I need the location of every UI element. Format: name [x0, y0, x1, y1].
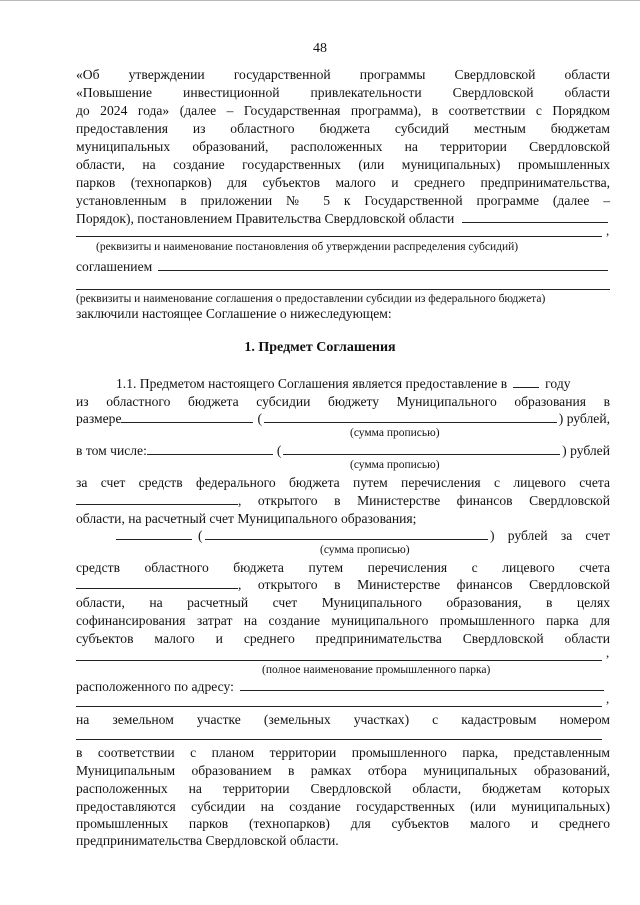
opened-line-2	[76, 576, 610, 593]
amount-label: размере	[76, 411, 122, 426]
para1-line: муниципальных образований, расположенных на территории Свердловской	[76, 139, 610, 154]
top-border	[0, 0, 640, 1]
including-label: в том числе:	[76, 443, 147, 458]
para1-line: до 2024 года» (далее – Государственная программа), в соответствии с Порядком	[76, 103, 610, 118]
p11-line-3	[76, 410, 610, 427]
opened-line	[76, 492, 610, 509]
including-line	[76, 442, 610, 459]
account-blank[interactable]	[76, 492, 238, 505]
address-line	[76, 678, 610, 695]
p11-text: 1.1. Предметом настоящего Соглашения является предоставление в	[116, 376, 508, 391]
opened-text-2: , открытого в Министерстве финансов Свердловской	[238, 577, 610, 592]
p11-line-2: из областного бюджета субсидии бюджету Муниципального образования в	[76, 394, 610, 409]
caption-park: (полное наименование промышленного парка)	[262, 664, 491, 676]
land-line: на земельном участке (земельных участках) с кадастровым номером	[76, 712, 610, 727]
section-title: 1. Предмет Соглашения	[244, 340, 396, 355]
para1-line: предоставления из областного бюджета субсидий местным бюджетам	[76, 121, 610, 136]
including-blank[interactable]	[147, 442, 273, 455]
caption-agreement: (реквизиты и наименование соглашения о предоставлении субсидии из федерального бюджета)	[76, 293, 546, 305]
comma-mark: ,	[606, 691, 610, 706]
amount-blank[interactable]	[121, 410, 253, 423]
address-line-2[interactable]	[76, 706, 602, 707]
final-line: в соответствии с планом территории промышленного парка, представленным	[76, 745, 610, 760]
para1-line: установленным в приложении № 5 к Государственной программе (далее –	[76, 193, 610, 208]
including-words-blank[interactable]	[283, 442, 560, 455]
para1-line: Порядок), постановлением Правительства Свердловской области	[76, 211, 455, 226]
paren-open: (	[198, 528, 203, 543]
amount-words-blank[interactable]	[264, 410, 557, 423]
paren-open: (	[276, 443, 282, 458]
caption-resolution: (реквизиты и наименование постановления об утверждении распределения субсидий)	[96, 241, 519, 253]
para1-line: «Повышение инвестиционной привлекательности Свердловской области	[76, 85, 610, 100]
p11-text: году	[545, 376, 571, 391]
address-blank[interactable]	[240, 678, 604, 691]
regional-words-blank[interactable]	[205, 527, 488, 540]
final-line: предпринимательства Свердловской области.	[76, 833, 339, 848]
final-line: расположенных на территории Свердловской области, бюджетам которых	[76, 781, 610, 796]
comma-mark: ,	[606, 223, 610, 238]
cofin-line: софинансирования затрат на создание муниципального промышленного парка для	[76, 613, 610, 628]
regional-line: средств областного бюджета путем перечисления с лицевого счета	[76, 560, 610, 575]
federal-line: за счет средств федерального бюджета путем перечисления с лицевого счета	[76, 475, 610, 490]
p11-line-1	[76, 375, 610, 392]
cadastral-line[interactable]	[76, 739, 602, 740]
para1-line: парков (технопарков) для субъектов малого и среднего предпринимательства,	[76, 175, 610, 190]
address-label: расположенного по адресу:	[76, 679, 234, 694]
region-account-line: области, на расчетный счет Муниципального образования;	[76, 511, 417, 526]
aim-line: области, на расчетный счет Муниципального образования, в целях	[76, 595, 610, 610]
agreement-label: соглашением	[76, 259, 153, 274]
final-line: Муниципальным образованием в рамках отбора муниципальных образований,	[76, 763, 610, 778]
agreement-line	[76, 258, 610, 275]
agreement-blank[interactable]	[158, 258, 608, 271]
caption-sum-2: (сумма прописью)	[350, 459, 440, 471]
rubles-label: ) рублей,	[558, 411, 610, 426]
opened-text: , открытого в Министерстве финансов Свердловской	[238, 493, 610, 508]
resolution-line[interactable]	[76, 236, 602, 237]
agreement-line-2[interactable]	[76, 289, 610, 290]
regional-amount-line	[76, 527, 610, 544]
final-line: предоставляются субсидии на создание государственных (или муниципальных)	[76, 799, 610, 814]
paren-open: (	[257, 411, 263, 426]
final-line: промышленных парков (технопарков) для субъектов малого и среднего	[76, 816, 610, 831]
para1-line: «Об утверждении государственной программы Свердловской области	[76, 67, 610, 82]
concluded-text: заключили настоящее Соглашение о нижеследующем:	[76, 306, 392, 321]
rubles-label-2: ) рублей	[562, 443, 610, 458]
para1-last-line	[76, 210, 610, 227]
park-name-line[interactable]	[76, 660, 602, 661]
account-blank-2[interactable]	[76, 576, 238, 589]
comma-mark: ,	[606, 645, 610, 660]
page-number: 48	[313, 41, 327, 56]
subjects-line: субъектов малого и среднего предпринимательства Свердловской области	[76, 631, 610, 646]
caption-sum: (сумма прописью)	[350, 427, 440, 439]
para1-line: области, на создание государственных (или муниципальных) промышленных	[76, 157, 610, 172]
year-blank[interactable]	[513, 375, 539, 388]
rubles-at-label: ) рублей за счет	[490, 528, 610, 543]
regional-amount-blank[interactable]	[116, 527, 192, 540]
caption-sum-3: (сумма прописью)	[320, 544, 410, 556]
resolution-blank[interactable]	[462, 210, 608, 223]
